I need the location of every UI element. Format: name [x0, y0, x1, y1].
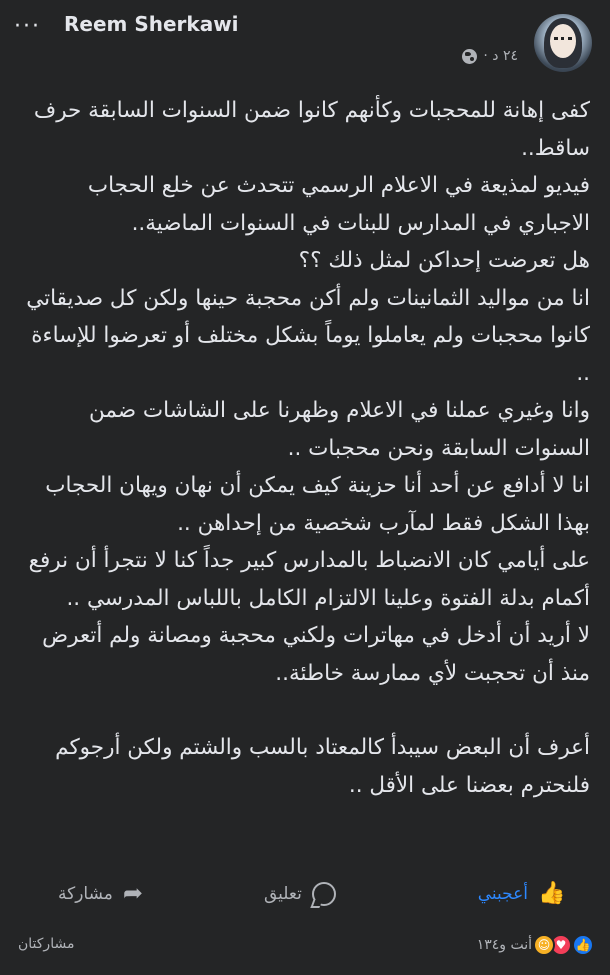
share-button[interactable] — [58, 872, 147, 916]
post-body — [22, 92, 590, 804]
action-bar — [0, 872, 610, 916]
post-line: فيديو لمذيعة في الاعلام الرسمي تتحدث عن خلع الحجاب الاجباري في المدارس للبنات في السنوات الماضية.. — [87, 173, 590, 236]
post-line: انا من مواليد الثمانينات ولم أكن محجبة حينها ولكن كل صديقاتي كانوا محجبات ولم يعاملوا يوماً بشكل مختلف أو تعرضوا للإساءة .. — [26, 285, 590, 386]
post-line: هل تعرضت إحداكن لمثل ذلك ؟؟ — [298, 248, 590, 273]
care-reaction-icon: ☺ — [533, 934, 555, 956]
post-line: على أيامي كان الانضباط بالمدارس كبير جداً كنا لا نتجرأ أن نرفع أكمام بدلة الفتوة وعلينا الالتزام الكامل باللباس المدرسي .. — [28, 548, 590, 611]
like-reaction-icon: 👍 — [572, 934, 594, 956]
reactions-summary[interactable] — [477, 934, 594, 956]
share-arrow-icon: ➦ — [122, 879, 143, 907]
post-line: انا لا أدافع عن أحد أنا حزينة كيف يمكن أن نهان ويهان الحجاب بهذا الشكل فقط لمآرب شخصية من إحداهن .. — [45, 473, 590, 536]
post-header — [0, 0, 610, 80]
timestamp[interactable]: ٢٤ د · — [483, 48, 518, 64]
comment-icon — [312, 882, 336, 906]
share-label: مشاركة — [58, 884, 113, 904]
reaction-icons — [538, 934, 594, 956]
thumbs-up-icon: 👍 — [538, 881, 566, 906]
paragraph-gap — [22, 692, 590, 729]
author-name[interactable]: Reem Sherkawi — [64, 12, 239, 36]
post-line: وانا وغيري عملنا في الاعلام وظهرنا على الشاشات ضمن السنوات السابقة ونحن محجبات .. — [89, 398, 590, 461]
globe-icon — [462, 49, 477, 64]
like-label: أعجبني — [477, 884, 528, 904]
love-reaction-icon: ♥ — [550, 934, 572, 956]
more-options-icon[interactable]: ··· — [14, 14, 41, 39]
like-button[interactable] — [477, 872, 566, 916]
shares-count[interactable]: مشاركتان — [18, 936, 75, 952]
comment-button[interactable] — [264, 872, 336, 916]
post-meta — [462, 48, 518, 64]
post-line: أعرف أن البعض سيبدأ كالمعتاد بالسب والشتم ولكن أرجوكم فلنحترم بعضنا على الأقل .. — [55, 735, 590, 798]
reactions-count: أنت و١٣٤ — [476, 937, 532, 953]
avatar-eyes — [554, 37, 572, 40]
comment-label: تعليق — [264, 884, 302, 904]
avatar-face — [550, 24, 576, 58]
post-footer — [0, 932, 610, 962]
post-line: لا أريد أن أدخل في مهاترات ولكني محجبة ومصانة ولم أتعرض منذ أن تحجبت لأي ممارسة خاطئة.. — [42, 623, 590, 686]
avatar[interactable] — [534, 14, 592, 72]
post-line: كفى إهانة للمحجبات وكأنهم كانوا ضمن السنوات السابقة حرف ساقط.. — [33, 98, 590, 161]
